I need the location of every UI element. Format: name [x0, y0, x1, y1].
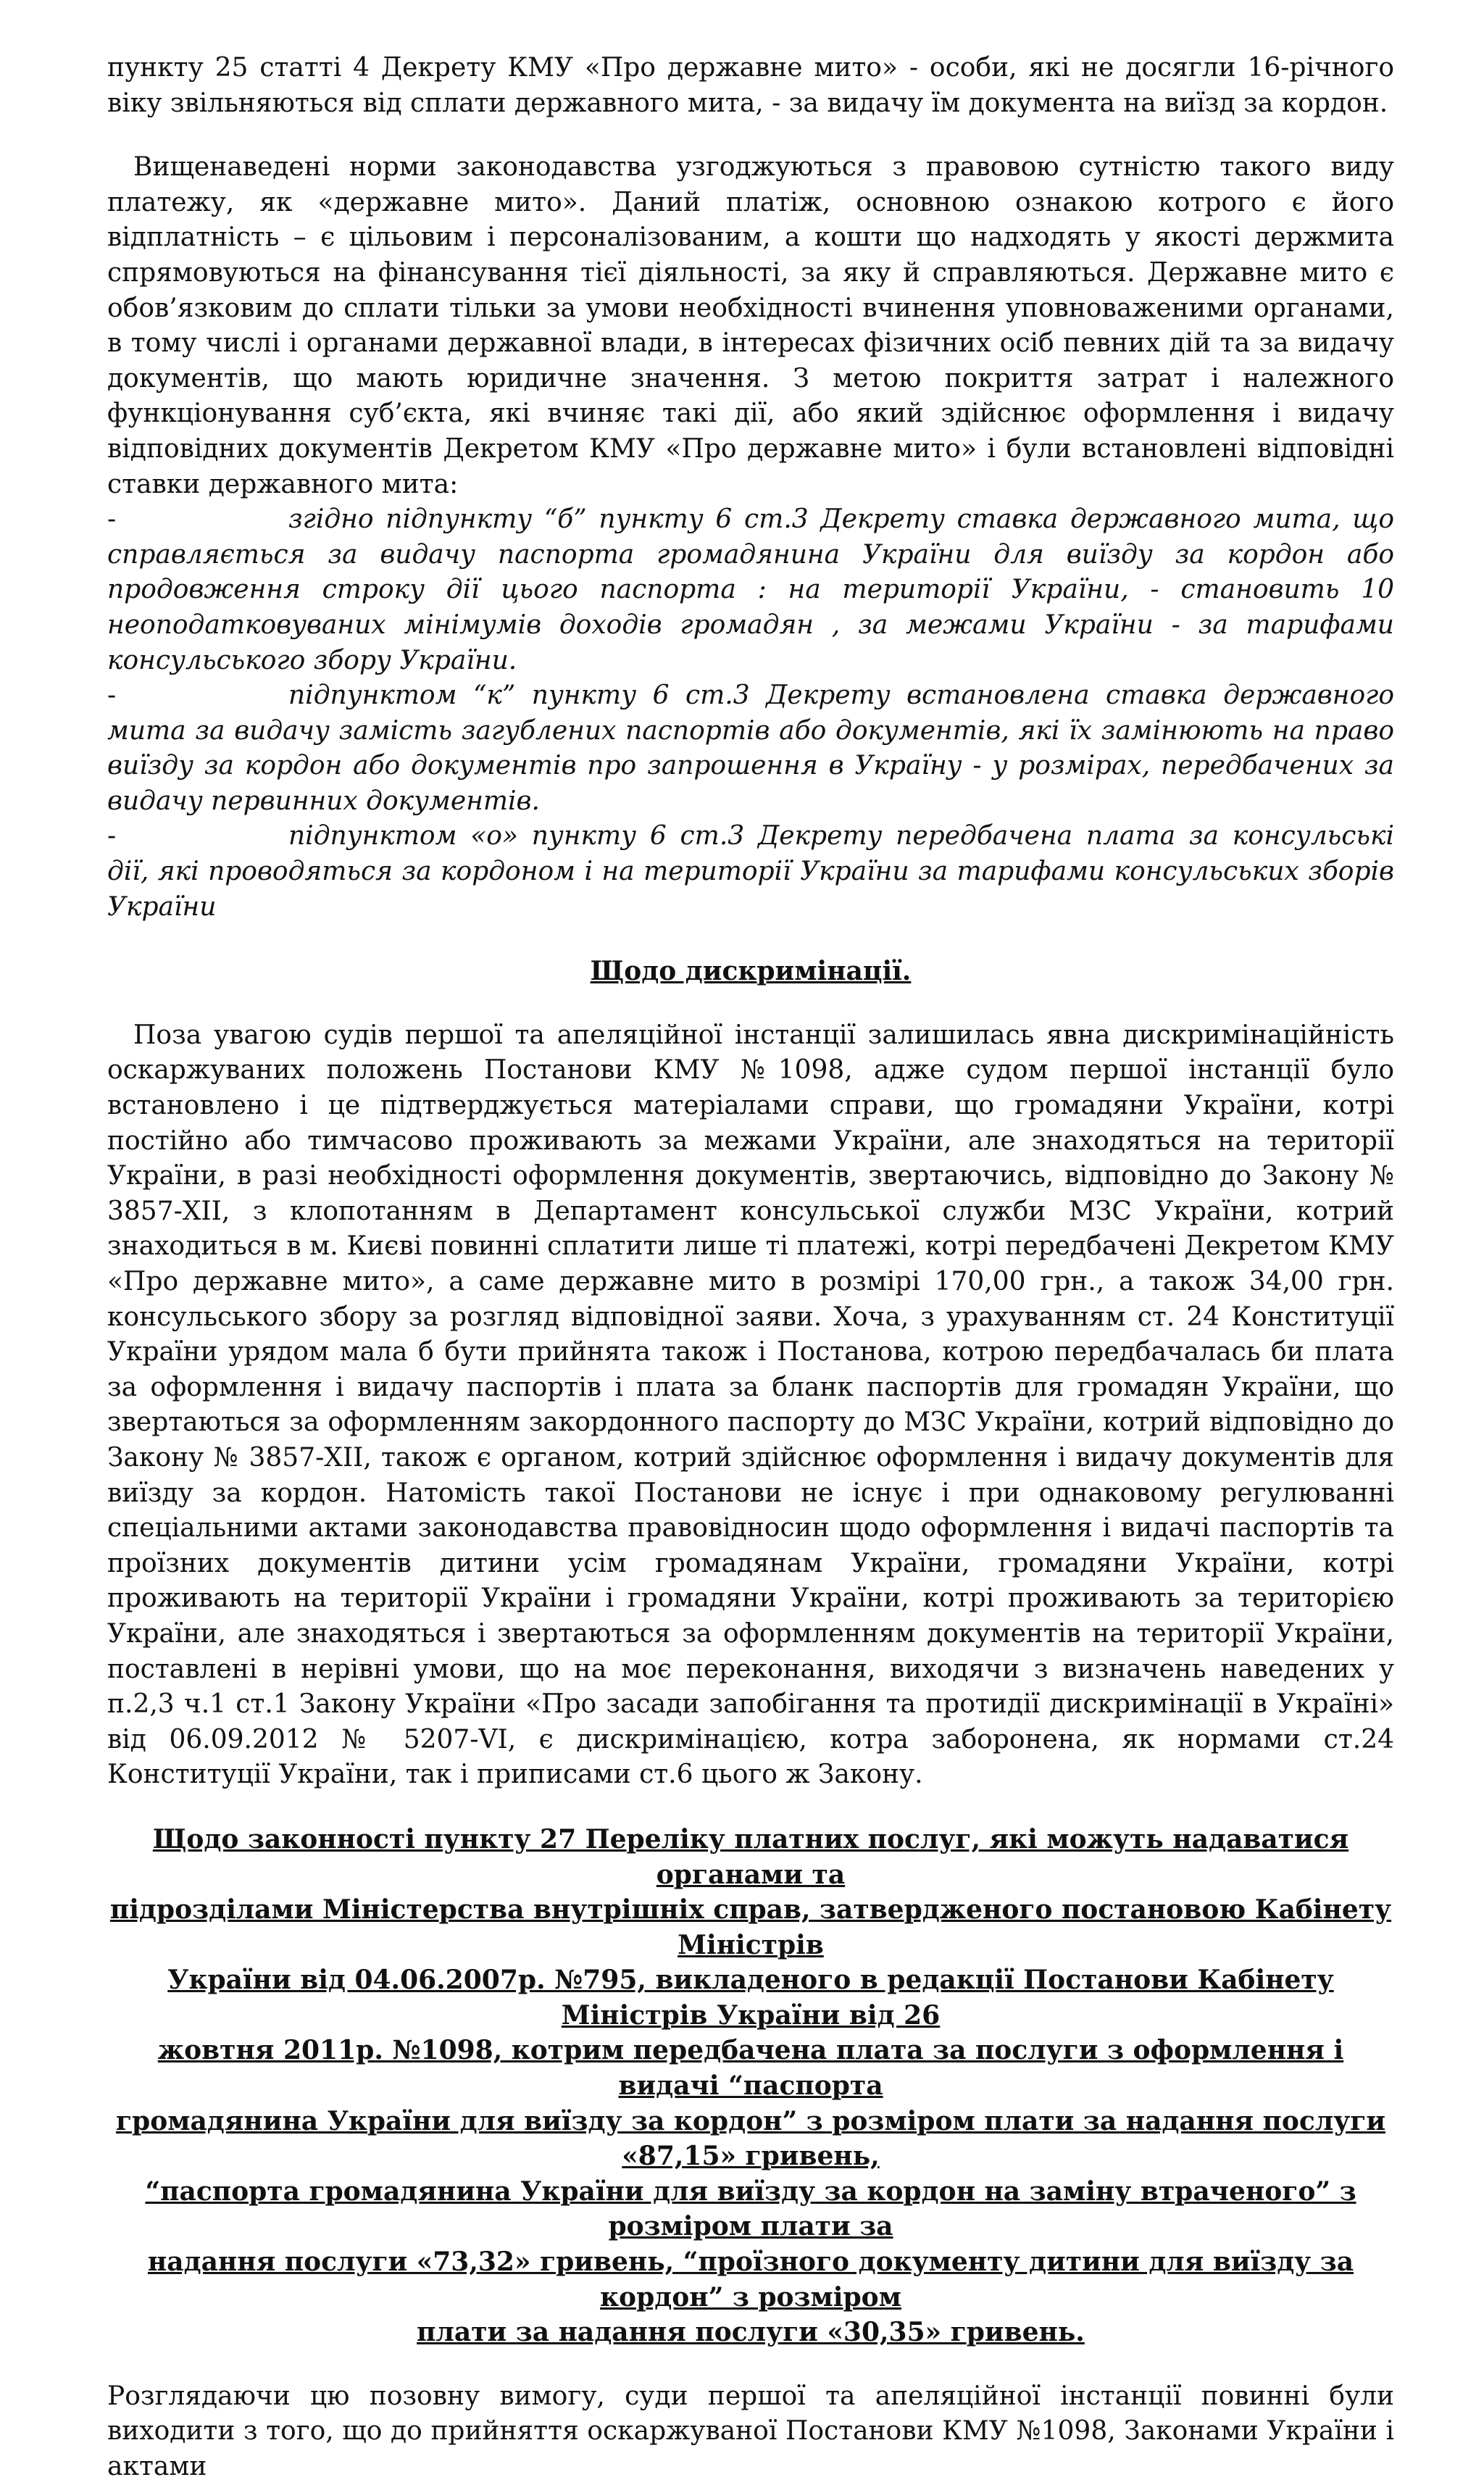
- section-title-legality: Щодо законності пункту 27 Переліку платних послуг, які можуть надаватися органами та підрозділами Міністерства внутрішніх справ, затвердженого постановою Кабінету Міністрів України від 04.06.2007р. №795, викладеного в редакції Постанови Кабінету Міністрів України від 26 жовтня 2011р. №1098, котрим передбачена плата за послуги з оформлення і видачі “паспорта громадянина України для виїзду за кордон” з розміром плати за надання послуги «87,15» гривень, “паспорта громадянина України для виїзду за кордон на заміну втраченого” з розміром плати за надання послуги «73,32» гривень, “проїзного документу дитини для виїзду за кордон” з розміром плати за надання послуги «30,35» гривень.: [109, 1823, 1392, 2348]
- list-item: - підпунктом «о» пункту 6 ст.3 Декрету передбачена плата за консульські дії, які проводяться за кордоном і на території України за тарифами консульських зборів України: [107, 821, 1394, 922]
- list-item: - підпунктом “к” пункту 6 ст.3 Декрету встановлена ставка державного мита за видачу замість загублених паспортів або документів, які їх замінюють на право виїзду за кордон або документів про запрошення в Україну - у розмірах, передбачених за видачу первинних документів.: [107, 680, 1394, 816]
- paragraph-intro: пункту 25 статті 4 Декрету КМУ «Про державне мито» - особи, які не досягли 16-річного віку звільняються від сплати державного мита, - за видачу їм документа на виїзд за кордон.: [107, 53, 1394, 118]
- paragraph-state-duty: Вищенаведені норми законодавства узгоджуються з правовою сутністю такого виду платежу, як «державне мито». Даний платіж, основною ознакою котрого є його відплатність – є цільовим і персоналізованим, а кошти що надходять у якості держмита спрямовуються на фінансування тієї діяльності, за яку й справляються. Державне мито є обов’язковим до сплати тільки за умови необхідності вчинення уповноваженими органами, в тому числі і органами державної влади, в інтересах фізичних осіб певних дій та за видачу документів, що мають юридичне значення. З метою покриття затрат і належного функціонування суб’єкта, які вчиняє такі дії, або який здійснює оформлення і видачу відповідних документів Декретом КМУ «Про державне мито» і були встановлені відповідні ставки державного мита:: [107, 152, 1394, 499]
- paragraph-discrimination: Поза увагою судів першої та апеляційної інстанції залишилась явна дискримінаційність оскаржуваних положень Постанови КМУ №1098, адже судом першої інстанції було встановлено і це підтверджується матеріалами справи, що громадяни України, котрі постійно або тимчасово проживають за межами України, але знаходяться на території України, в разі необхідності оформлення документів, звертаючись, відповідно до Закону № 3857-XII, з клопотанням в Департамент консульської служби МЗС України, котрий знаходиться в м. Києві повинні сплатити лише ті платежі, котрі передбачені Декретом КМУ «Про державне мито», а саме державне мито в розмірі 170,00 грн., а також 34,00 грн. консульського збору за розгляд відповідної заяви. Хоча, з урахуванням ст. 24 Конституції України урядом мала б бути прийнята також і Постанова, котрою передбачалась би плата за оформлення і видачу паспортів і плата за бланк паспортів для громадян України, що звертаються за оформленням закордонного паспорту до МЗС України, котрий відповідно до Закону № 3857-XII, також є органом, котрий здійснює оформлення і видачу документів для виїзду за кордон. Натомість такої Постанови не існує і при однаковому регулюванні спеціальними актами законодавства правовідносин щодо оформлення і видачі паспортів та проїзних документів дитини усім громадянам України, громадяни України, котрі проживають на території України і громадяни України, котрі проживають за територією України, але знаходяться і звертаються за оформленням документів на території України, поставлені в нерівні умови, що на моє переконання, виходячи з визначень наведених у п.2,3 ч.1 ст.1 Закону України «Про засади запобігання та протидії дискримінації в Україні» від 06.09.2012 № 5207-VI, є дискримінацією, котра заборонена, як нормами ст.24 Конституції України, так і приписами ст.6 цього ж Закону.: [107, 1020, 1394, 1790]
- section-title-discrimination: Щодо дискримінації.: [590, 956, 912, 987]
- duty-rate-list: [107, 502, 1394, 925]
- list-item: - згідно підпункту “б” пункту 6 ст.3 Декрету ставка державного мита, що справляється за видачу паспорта громадянина України для виїзду за кордон або продовження строку дії цього паспорта : на території України, - становить 10 неоподатковуваних мінімумів доходів громадян , за межами України - за тарифами консульського збору України.: [107, 504, 1394, 675]
- paragraph-final: Розглядаючи цю позовну вимогу, суди першої та апеляційної інстанції повинні були виходити з того, що до прийняття оскаржуваної Постанови КМУ №1098, Законами України і актами: [107, 2381, 1394, 2481]
